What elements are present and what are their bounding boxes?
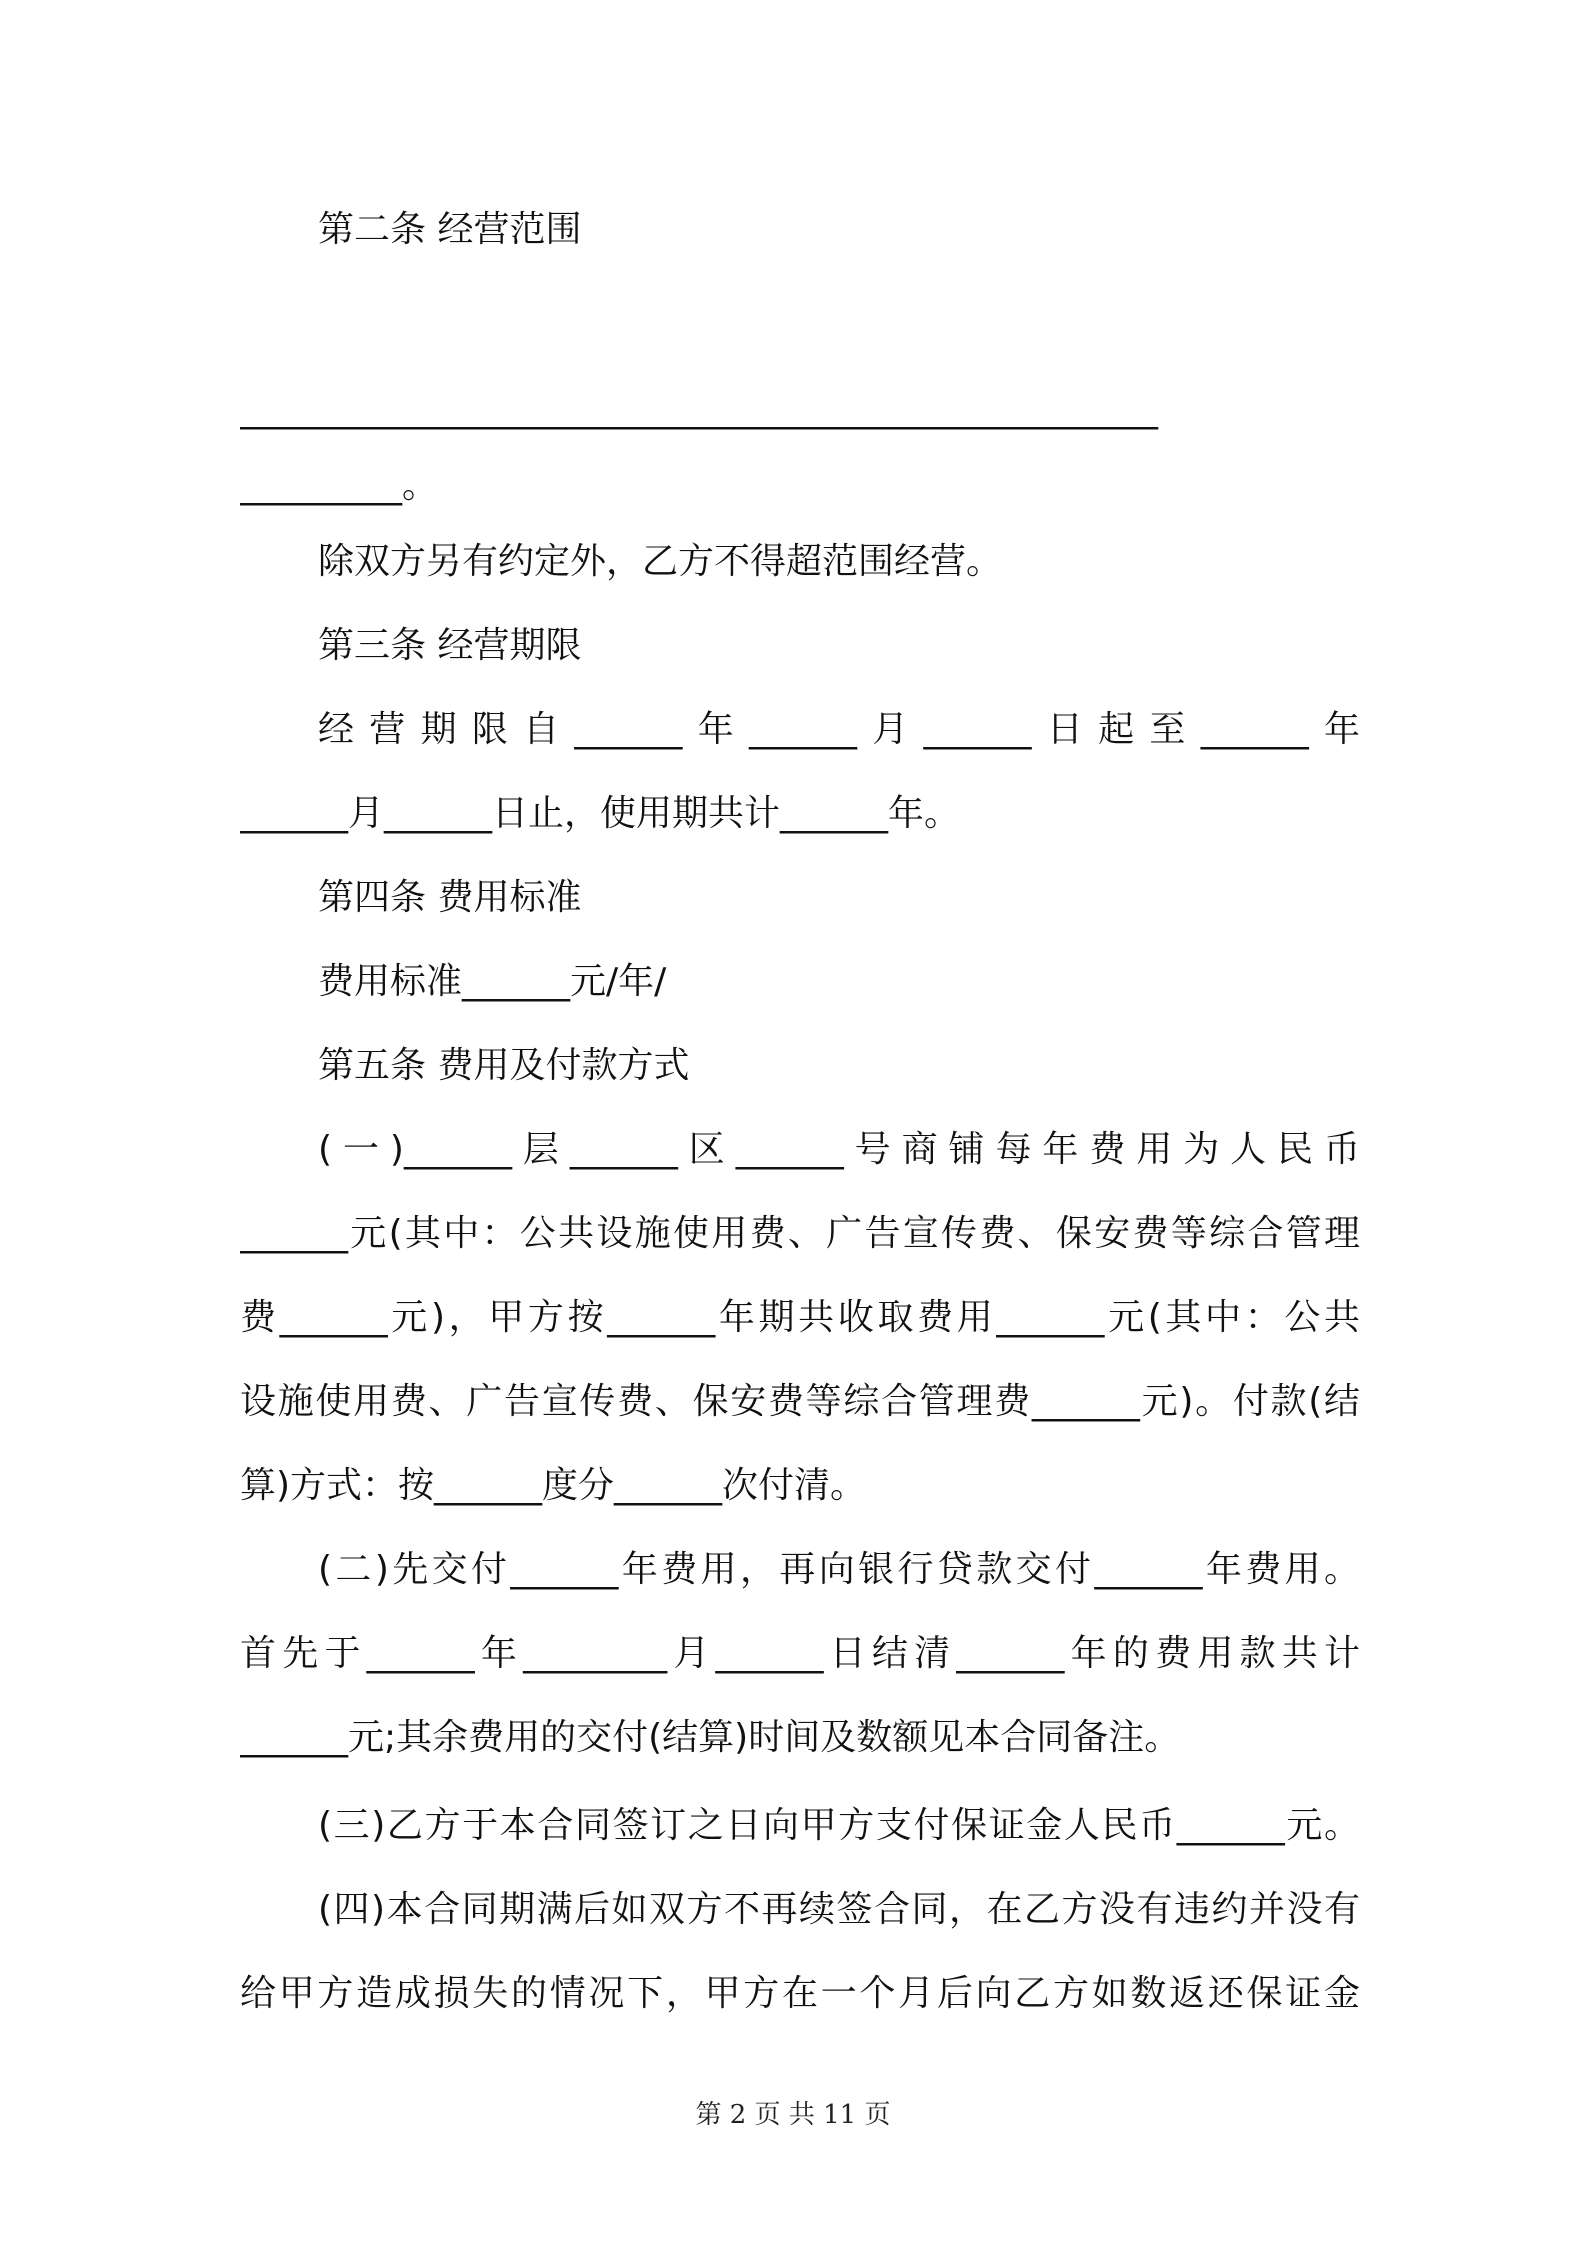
payment-clause-4-line-2: 给甲方造成损失的情况下，甲方在一个月后向乙方如数返还保证金 (240, 1973, 1360, 2014)
payment-clause-2-line-2: 首先于______年________月______日结清______年的费用款共计 (240, 1633, 1360, 1674)
business-scope-blank-end: _________。 (240, 465, 439, 506)
article-2-heading: 第二条 经营范围 (318, 209, 582, 250)
payment-clause-4-line-1: (四)本合同期满后如双方不再续签合同，在乙方没有违约并没有 (318, 1889, 1360, 1930)
payment-clause-3: (三)乙方于本合同签订之日向甲方支付保证金人民币______元。 (318, 1805, 1360, 1846)
fee-standard-text: 费用标准______元/年/ (318, 961, 667, 1002)
payment-clause-1-line-2: ______元(其中：公共设施使用费、广告宣传费、保安费等综合管理 (240, 1213, 1360, 1254)
page-number-footer: 第 2 页 共 11 页 (695, 2100, 891, 2130)
business-scope-blank-line: ___________________________________________________ (240, 389, 1158, 430)
term-period-line-2: ______月______日止，使用期共计______年。 (240, 793, 961, 834)
article-4-heading: 第四条 费用标准 (318, 877, 582, 918)
article-3-heading: 第三条 经营期限 (318, 625, 582, 666)
payment-clause-2-line-3: ______元;其余费用的交付(结算)时间及数额见本合同备注。 (240, 1717, 1181, 1758)
payment-clause-2-line-1: (二)先交付______年费用，再向银行贷款交付______年费用。 (318, 1549, 1360, 1590)
term-period-line-1: 经营期限自______年______月______日起至______年 (318, 709, 1360, 750)
article-5-heading: 第五条 费用及付款方式 (318, 1045, 690, 1086)
payment-clause-1-line-3: 费______元)，甲方按______年期共收取费用______元(其中：公共 (240, 1297, 1360, 1338)
payment-clause-1-line-1: (一)______层______区______号商铺每年费用为人民币 (318, 1129, 1360, 1170)
payment-clause-1-line-4: 设施使用费、广告宣传费、保安费等综合管理费______元)。付款(结 (240, 1381, 1360, 1422)
scope-restriction-text: 除双方另有约定外，乙方不得超范围经营。 (318, 541, 1003, 582)
payment-clause-1-line-5: 算)方式：按______度分______次付清。 (240, 1465, 867, 1506)
